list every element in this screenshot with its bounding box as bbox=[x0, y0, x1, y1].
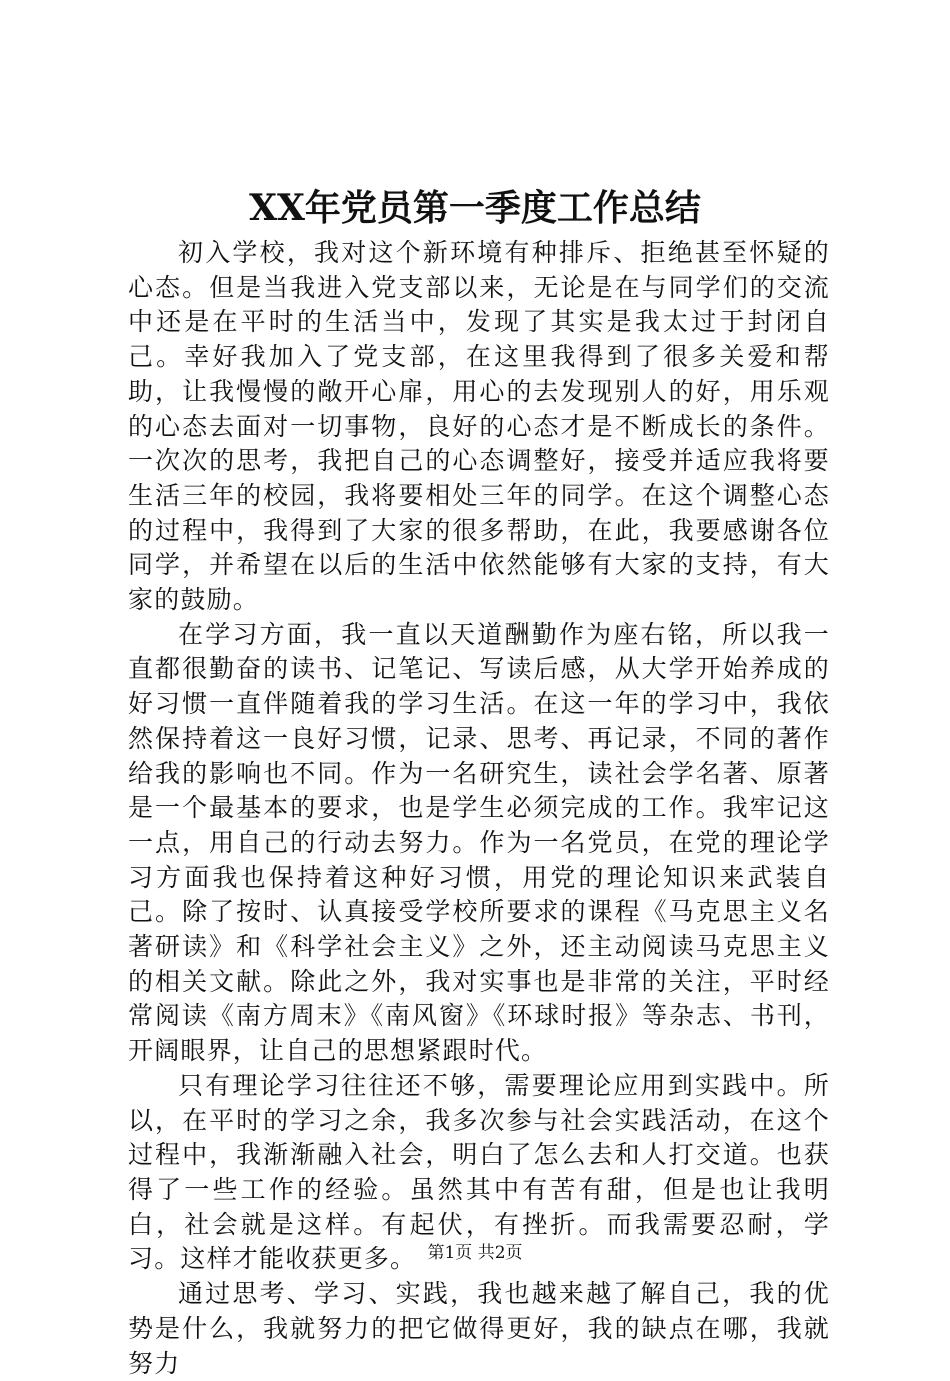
document-body bbox=[128, 236, 830, 1381]
paragraph-study: 在学习方面，我一直以天道酬勤作为座右铭，所以我一直都很勤奋的读书、记笔记、写读后感，从大学开始养成的好习惯一直伴随着我的学习生活。在这一年的学习中，我依然保持着这一良好习惯，记录、思考、再记录，不同的著作给我的影响也不同。作为一名研究生，读社会学名著、原著是一个最基本的要求，也是学生必须完成的工作。我牢记这一点，用自己的行动去努力。作为一名党员，在党的理论学习方面我也保持着这种好习惯，用党的理论知识来武装自己。除了按时、认真接受学校所要求的课程《马克思主义名著研读》和《科学社会主义》之外，还主动阅读马克思主义的相关文献。除此之外，我对实事也是非常的关注，平时经常阅读《南方周末》《南风窗》《环球时报》等杂志、书刊，开阔眼界，让自己的思想紧跟时代。 bbox=[128, 619, 830, 1066]
paragraph-practice: 只有理论学习往往还不够，需要理论应用到实践中。所以，在平时的学习之余，我多次参与社会实践活动，在这个过程中，我渐渐融入社会，明白了怎么去和人打交道。也获得了一些工作的经验。虽然其中有苦有甜，但是也让我明白，社会就是这样。有起伏，有挫折。而我需要忍耐，学习。这样才能收获更多。 bbox=[128, 1070, 830, 1274]
paragraph-self-knowledge: 通过思考、学习、实践，我也越来越了解自己，我的优势是什么，我就努力的把它做得更好，我的缺点在哪，我就努力 bbox=[128, 1279, 830, 1378]
page-number-footer: 第1页 共2页 bbox=[427, 1243, 523, 1263]
document-title: XX年党员第一季度工作总结 bbox=[249, 187, 701, 229]
paragraph-adapting: 初入学校，我对这个新环境有种排斥、拒绝甚至怀疑的心态。但是当我进入党支部以来，无论是在与同学们的交流中还是在平时的生活当中，发现了其实是我太过于封闭自己。幸好我加入了党支部，在这里我得到了很多关爱和帮助，让我慢慢的敞开心扉，用心的去发现别人的好，用乐观的心态去面对一切事物，良好的心态才是不断成长的条件。一次次的思考，我把自己的心态调整好，接受并适应我将要生活三年的校园，我将要相处三年的同学。在这个调整心态的过程中，我得到了大家的很多帮助，在此，我要感谢各位同学，并希望在以后的生活中依然能够有大家的支持，有大家的鼓励。 bbox=[128, 238, 830, 615]
